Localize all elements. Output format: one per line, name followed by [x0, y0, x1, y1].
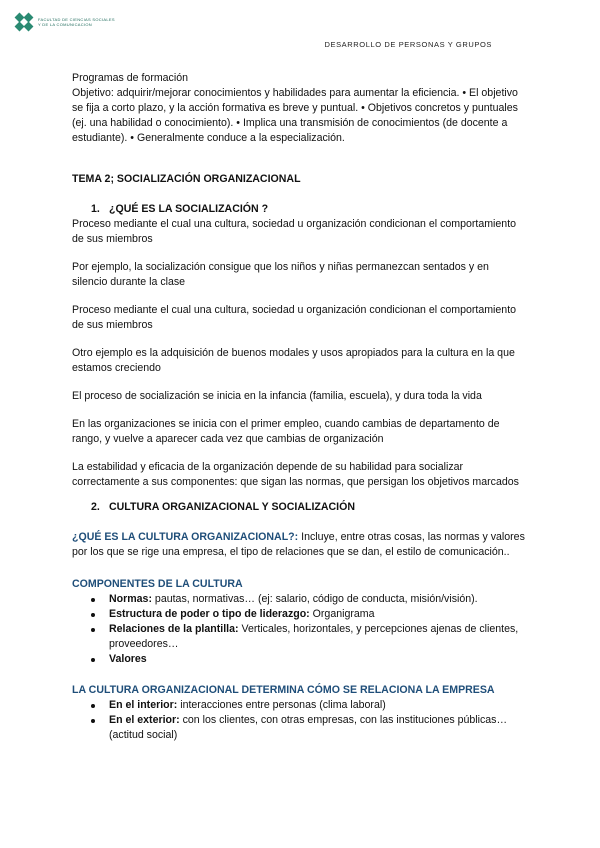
paragraph: El proceso de socialización se inicia en la infancia (familia, escuela), y dura toda la vida — [72, 390, 482, 402]
relation-text: interacciones entre personas (clima laboral) — [177, 699, 386, 711]
paragraph: Proceso mediante el cual una cultura, sociedad u organización condicionan el comportamiento de sus miembros — [72, 304, 517, 331]
logo-text — [38, 17, 115, 27]
component-text: pautas, normativas… (ej: salario, código de conducta, misión/visión). — [151, 593, 478, 605]
list-item — [72, 607, 527, 622]
list-item — [72, 622, 527, 652]
logo-text-line2: Y DE LA COMUNICACION — [38, 22, 92, 27]
section1-heading — [72, 202, 527, 217]
section2-number: 2. — [91, 501, 100, 513]
intro-body: Objetivo: adquirir/mejorar conocimientos y habilidades para aumentar la eficiencia. • El objetivo se fija a corto plazo, y la acción formativa es breve y puntual. • Objetivos concretos y puntuales (ej. una habilidad o conocimiento). • Implica una transmisión de conocimientos (de docente a estudiante). • Generalmente conduce a la especialización. — [72, 87, 518, 144]
university-logo — [14, 12, 115, 32]
relation-text: con los clientes, con otras empresas, con las instituciones públicas… (actitud social) — [109, 714, 508, 741]
section1-title: ¿QUÉ ES LA SOCIALIZACIÓN ? — [109, 203, 269, 215]
component-label: Valores — [109, 653, 147, 665]
component-label: Normas: — [109, 593, 152, 605]
tema-title: TEMA 2; SOCIALIZACIÓN ORGANIZACIONAL — [72, 173, 301, 185]
list-item — [72, 592, 527, 607]
relation-label: En el exterior: — [109, 714, 180, 726]
relations-list — [72, 698, 527, 743]
section2-heading — [72, 500, 527, 515]
paragraph: La estabilidad y eficacia de la organización depende de su habilidad para socializar correctamente a sus componentes: que sigan las normas, que persigan los objetivos marcados — [72, 461, 519, 488]
document-body — [72, 71, 527, 743]
paragraph: En las organizaciones se inicia con el primer empleo, cuando cambias de departamento de rango, y vuelve a aparecer cada vez que cambias de organización — [72, 418, 500, 445]
culture-question: ¿QUÉ ES LA CULTURA ORGANIZACIONAL?: — [72, 531, 299, 543]
component-text: Verticales, horizontales, y percepciones ajenas de clientes, proveedores… — [109, 623, 519, 650]
culture-definition — [72, 530, 527, 560]
section1-number: 1. — [91, 203, 100, 215]
component-label: Estructura de poder o tipo de liderazgo: — [109, 608, 310, 620]
components-list — [72, 592, 527, 667]
logo-mark-icon — [14, 12, 34, 32]
page-header-title: DESARROLLO DE PERSONAS Y GRUPOS — [324, 40, 492, 49]
relation-label: En el interior: — [109, 699, 178, 711]
component-text: Organigrama — [309, 608, 375, 620]
relation-title: LA CULTURA ORGANIZACIONAL DETERMINA CÓMO SE RELACIONA LA EMPRESA — [72, 684, 495, 696]
logo-text-line1: FACULTAD DE CIENCIAS SOCIALES — [38, 17, 115, 22]
list-item — [72, 713, 527, 743]
components-title: COMPONENTES DE LA CULTURA — [72, 578, 243, 590]
section2-title: CULTURA ORGANIZACIONAL Y SOCIALIZACIÓN — [109, 501, 356, 513]
intro-title: Programas de formación — [72, 72, 188, 84]
component-label: Relaciones de la plantilla: — [109, 623, 239, 635]
list-item — [72, 652, 527, 667]
list-item — [72, 698, 527, 713]
paragraph: Otro ejemplo es la adquisición de buenos modales y usos apropiados para la cultura en la que estamos creciendo — [72, 347, 515, 374]
paragraph: Por ejemplo, la socialización consigue que los niños y niñas permanezcan sentados y en silencio durante la clase — [72, 261, 489, 288]
culture-question-text: Incluye, entre otras cosas, las normas y valores por los que se rige una empresa, el tipo de relaciones que se dan, el estilo de comunicación.. — [72, 531, 525, 558]
paragraph: Proceso mediante el cual una cultura, sociedad u organización condicionan el comportamiento de sus miembros — [72, 218, 517, 245]
